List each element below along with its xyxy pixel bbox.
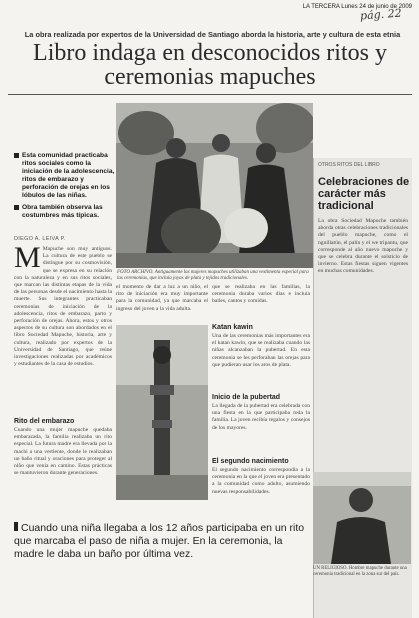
bullet-item: Esta comunidad practicaba ritos sociales como la iniciación de la adolescencia, ritos de embarazo y perforación de orejas en los lóbulos de las niñas.	[14, 152, 122, 200]
quote-bar-icon	[14, 522, 18, 531]
sidebar-text: La obra Sociedad Mapuche también aborda otras celebraciones tradicionales del pueblo mapuche, como el nguillatún, el palín y el we tripantu, que corresponde al año nuevo mapuche y que se celebra durante el solsticio de invierno. Estas fiestas siguen vigentes en muchas comunidades.	[318, 218, 408, 275]
section-text: La llegada de la pubertad era celebrada con una fiesta en la que participaba toda la familia. La joven recibía regalos y consejos de los mayores.	[212, 403, 310, 431]
section-text: Una de las ceremonias más importantes era el katan kawin, que se realizaba cuando las niñas alcanzaban la pubertad. En esta ceremonia se les perforaban las orejas para que pudieran usar los aros de plata.	[212, 333, 310, 368]
bullet-square-icon	[14, 205, 19, 210]
intro-text: Mapuche son muy antiguos. La cultura de este pueblo se distingue por su cosmovisión, que se expresa en su relación con la naturaleza y en sus ritos sociales, que marcan las distintas etapas de la vida de las personas desde el nacimiento hasta la muerte. Sus integrantes practicaban ceremonias de iniciación de la adolescencia, ritos de embarazo, parto y perforación de orejas. Ahora, estos y otros aspectos de su cultura son abordados en el libro Sociedad Mapuche, historia, arte y cultura, realizado por expertos de la Universidad de Santiago, que reúne investigaciones realizadas por académicos y estudiantes de la casa de estudios.	[14, 246, 112, 368]
dropcap: M	[14, 246, 41, 274]
sidebar-photo-caption: UN RELIGIOSO. Hombre mapuche durante una ceremonia tradicional en la zona sur del país.	[313, 566, 407, 577]
byline: DIEGO A. LEIVA P.	[14, 236, 66, 242]
headline: Libro indaga en desconocidos ritos y ceremonias mapuches	[33, 40, 387, 90]
ceremony-photo	[116, 103, 313, 268]
handwritten-note: pág. 22	[359, 6, 403, 23]
pull-quote: Cuando una niña llegaba a los 12 años participaba en un rito que marcaba el paso de niña a mujer. En la ceremonia, la madre le daba un baño por última vez.	[14, 522, 305, 560]
photo-caption: FOTO ARCHIVO. Antiguamente las mujeres mapuches utilizaban una vestimenta especial para las ceremonias, que incluía joyas de plata y tejidos tradicionales.	[117, 270, 309, 281]
sidebar-label: OTROS RITOS DEL LIBRO	[318, 162, 380, 168]
masthead: LA TERCERA Lunes 24 de junio de 2009	[302, 4, 412, 10]
column3-text: que se realizaba en las familias, la ceremonia duraba varios días e incluía bailes, cantos y comidas.	[212, 284, 310, 305]
headline-divider	[8, 94, 412, 95]
section-pubertad	[212, 394, 310, 453]
bullet-item: Obra también observa las costumbres más típicas.	[14, 204, 122, 220]
section-katan-kawin	[212, 324, 310, 391]
section-title: Inicio de la pubertad	[212, 394, 281, 401]
section-title: Rito del embarazo	[14, 418, 75, 425]
sidebar-photo	[313, 472, 411, 564]
section-rito-embarazo	[14, 418, 112, 513]
column2-text: el momento de dar a luz a un niño, el rito de iniciación era muy importante para la comunidad, ya que marcaba el ingreso del joven a la vida adulta.	[116, 284, 208, 312]
intro-column	[14, 246, 112, 416]
totem-photo	[116, 325, 208, 500]
section-text: Cuando una mujer mapuche quedaba embarazada, la familia realizaba un rito especial. La futura madre era llevada por la machi a una vertiente, donde le realizaban un baño ritual y oraciones para proteger al niño que venía en camino. Estas prácticas se mantuvieron durante generaciones.	[14, 427, 112, 477]
section-title: El segundo nacimiento	[212, 458, 289, 465]
section-segundo-nacimiento	[212, 458, 310, 517]
bullet-square-icon	[14, 153, 19, 158]
sidebar-title: Celebraciones de carácter más tradicional	[318, 176, 410, 212]
summary-bullets	[14, 152, 122, 224]
kicker: La obra realizada por expertos de la Universidad de Santiago aborda la historia, arte y cultura de esta etnia	[24, 30, 401, 39]
section-title: Katan kawin	[212, 324, 253, 331]
section-text: El segundo nacimiento correspondía a la ceremonia en la que el joven era presentado a la comunidad como adulto, asumiendo nuevas responsabilidades.	[212, 467, 310, 495]
